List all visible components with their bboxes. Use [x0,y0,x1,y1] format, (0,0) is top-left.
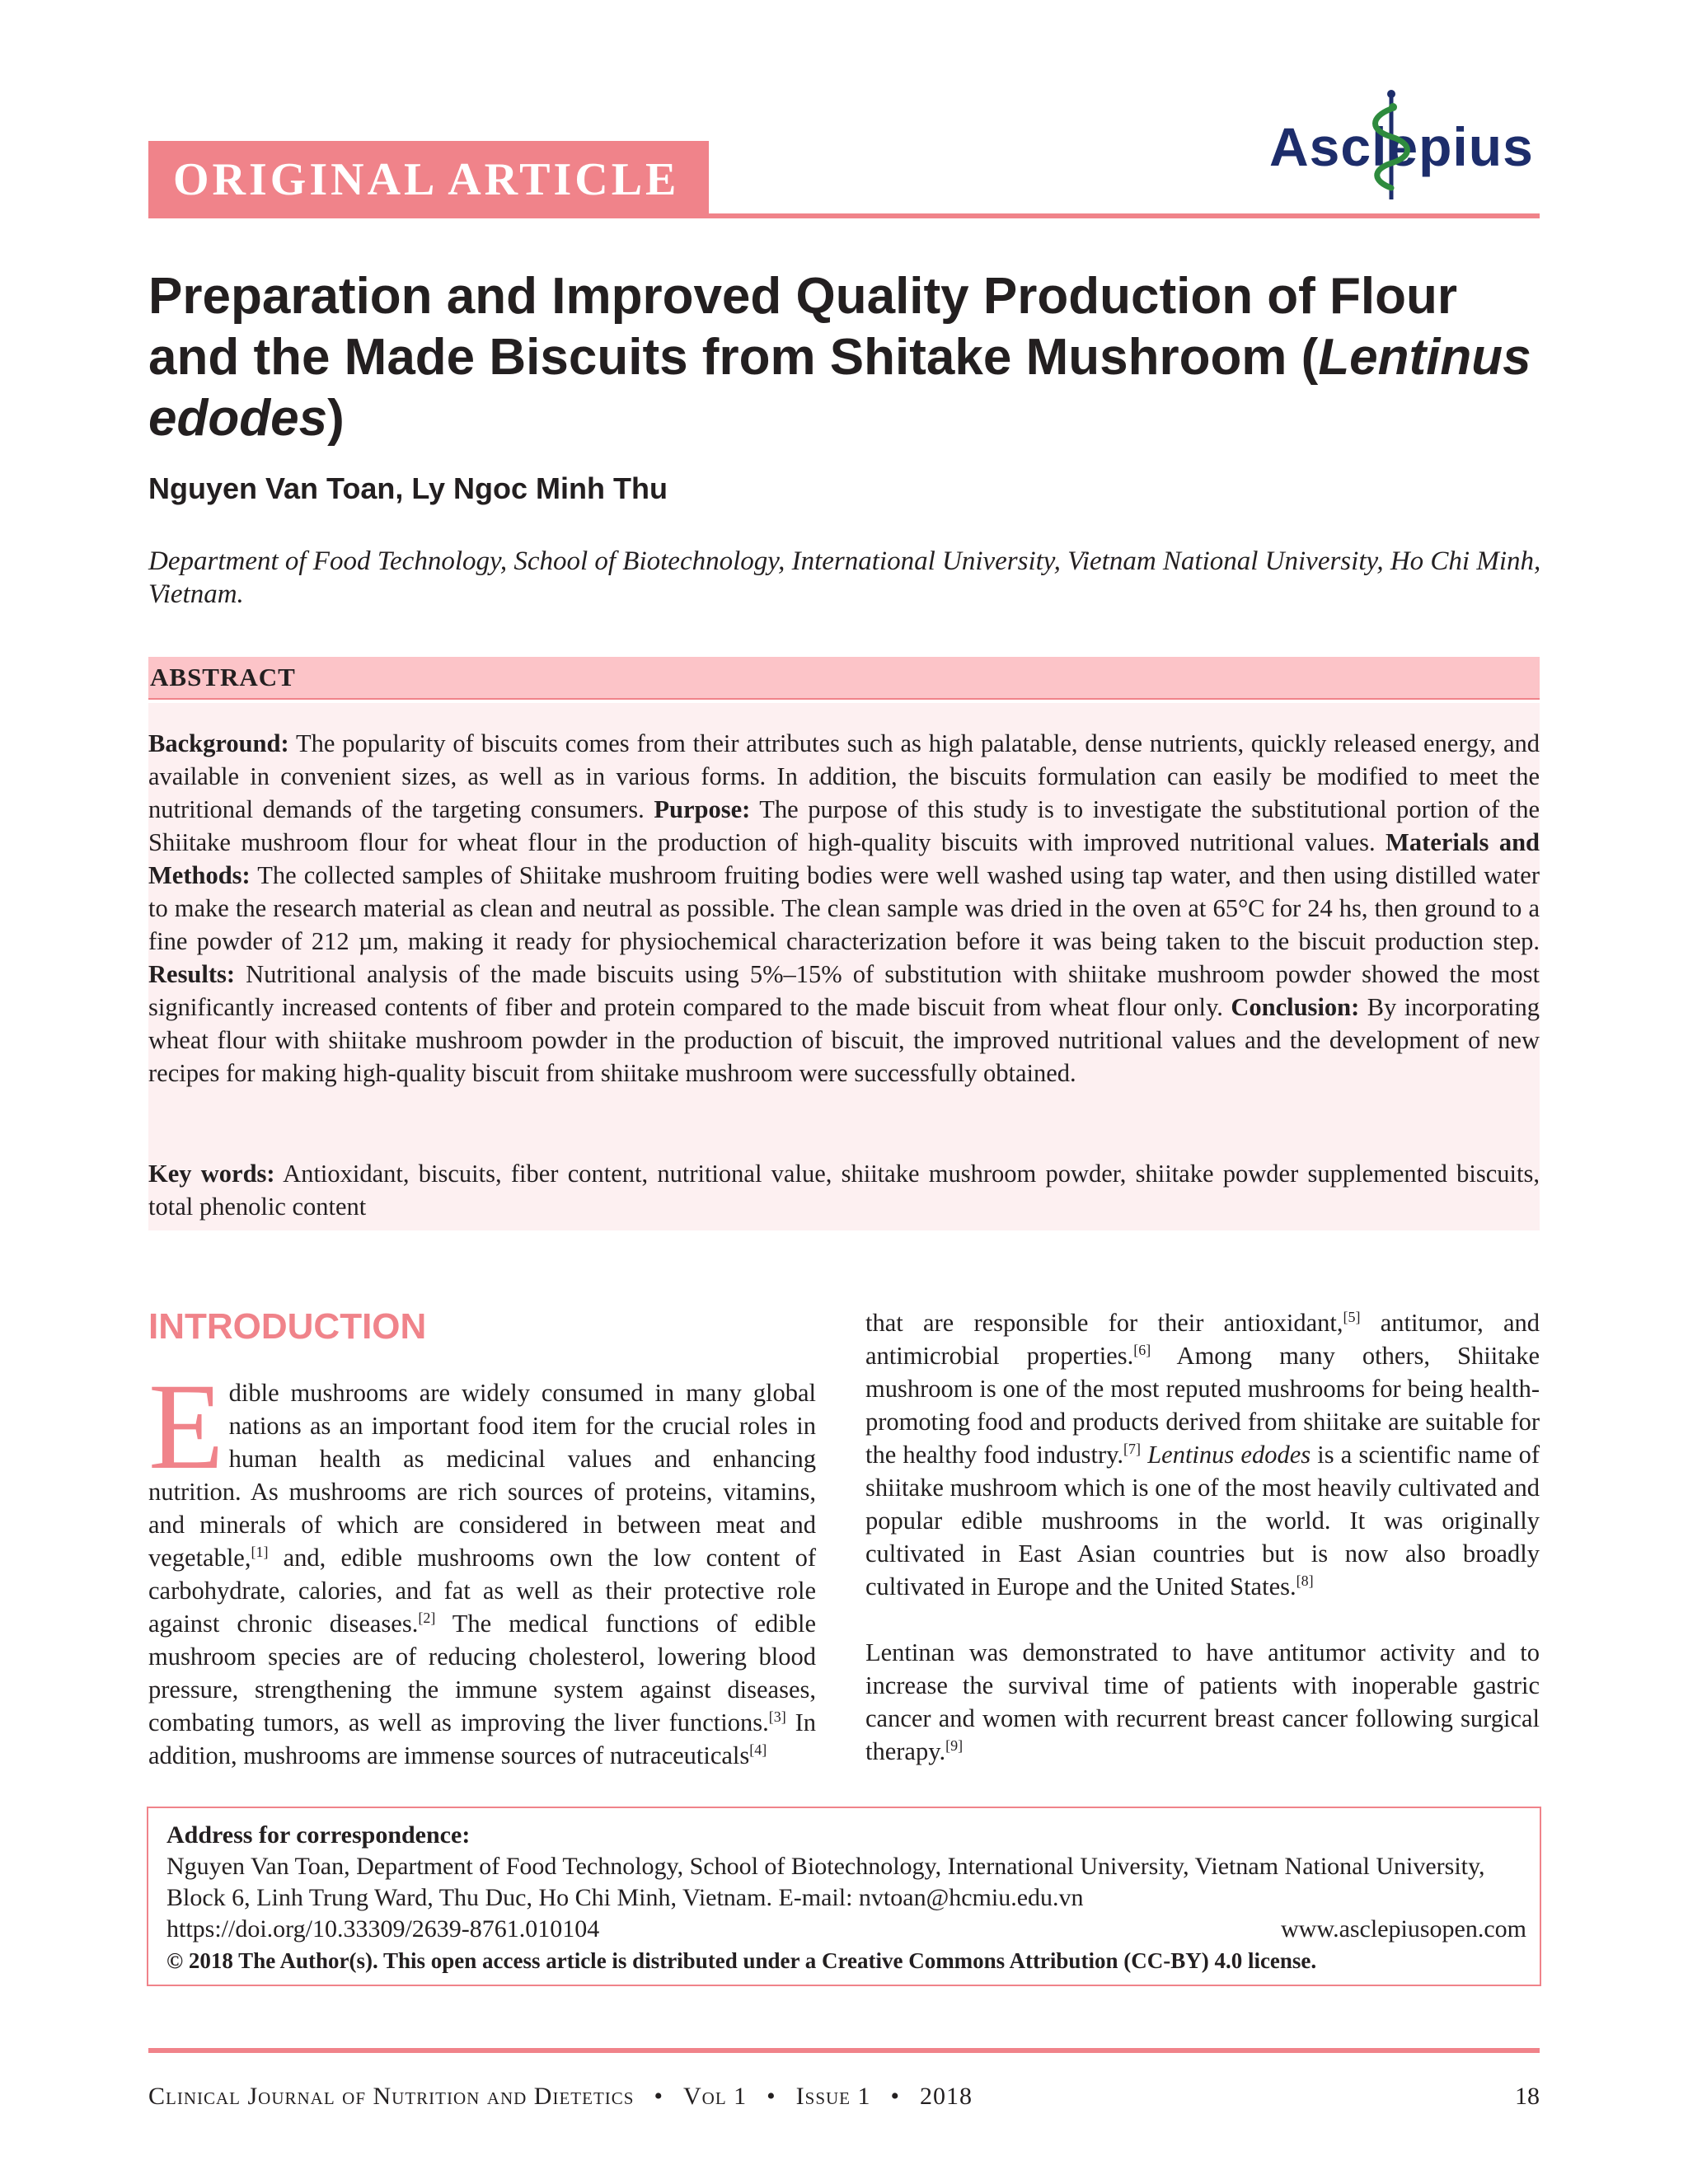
title-species: Lentinus edodes [148,329,1531,447]
intro-text: that are responsible for their antioxidant, [865,1309,1343,1337]
citation-3[interactable]: [3] [768,1708,786,1725]
footer-rule [148,2048,1540,2053]
conclusion-label: Conclusion: [1231,993,1360,1021]
intro-text: Lentinan was demonstrated to have antitumor activity and to increase the survival time of patients with inoperable gastric cancer and women with recurrent breast cancer following surgical therapy. [865,1638,1540,1765]
introduction-heading: INTRODUCTION [148,1306,427,1347]
results-label: Results: [148,960,236,988]
footer-separator: • [767,2083,776,2110]
abstract-heading [148,657,1540,698]
purpose-text: The purpose of this study is to investigate the substitutional portion of the Shiitake mushroom flour for wheat flour in the production of high-quality biscuits with improved nutritional values. [148,795,1540,856]
intro-text: In addition, mushrooms are immense sources of nutraceuticals [148,1708,816,1769]
citation-7[interactable]: [7] [1123,1440,1142,1457]
correspondence-box [147,1807,1541,1986]
methods-text: The collected samples of Shiitake mushroom fruiting bodies were well washed using tap water, and then using distilled water to make the research material as clean and neutral as possible. The clean sample was dried in the oven at 65°C for 24 hs, then ground to a fine powder of 212 µm, making it ready for physiochemical characterization before it was being taken to the biscuit production step. [148,861,1540,955]
background-label: Background: [148,729,289,757]
citation-6[interactable]: [6] [1133,1341,1151,1358]
intro-text: antitumor, and antimicrobial properties. [865,1309,1540,1370]
publisher-logo[interactable] [1269,89,1541,204]
doi-link[interactable]: https://doi.org/10.33309/2639-8761.010104 [166,1915,600,1943]
citation-4[interactable]: [4] [749,1741,767,1758]
keywords-text: Antioxidant, biscuits, fiber content, nutritional value, shiitake mushroom powder, shiitake powder supplemented biscuits, total phenolic content [148,1160,1540,1221]
title-close: ) [327,390,345,447]
publisher-logo-text: Asclepius [1269,116,1534,177]
affiliation: Department of Food Technology, School of Biotechnology, International University, Vietnam National University, Ho Chi Minh, Vietnam. [148,546,1541,609]
footer-separator: • [654,2083,663,2110]
methods-label: Materials and Methods: [148,828,1540,889]
citation-9[interactable]: [9] [945,1736,964,1754]
background-text: The popularity of biscuits comes from their attributes such as high palatable, dense nutrients, quickly released energy, and available in convenient sizes, as well as in various forms. In addition, the biscuits formulation can easily be modified to meet the nutritional demands of the targeting consumers. [148,729,1540,823]
citation-2[interactable]: [2] [418,1609,436,1626]
publisher-website-link[interactable]: www.asclepiusopen.com [1281,1915,1526,1943]
correspondence-title: Address for correspondence: [166,1821,471,1849]
keywords [148,1157,1540,1223]
intro-text: The medical functions of edible mushroom species are of reducing cholesterol, lowering blood pressure, strengthening the immune system against diseases, combating tumors, as well as improving the liver functions. [148,1610,816,1736]
journal-name: Clinical Journal of Nutrition and Dietetics [148,2083,635,2110]
intro-text: dible mushrooms are widely consumed in many global nations as an important food item for the crucial roles in human health as medicinal values and enhancing nutrition. As mushrooms are rich sources of proteins, vitamins, and minerals of which are considered in between meat and vegetable, [148,1379,816,1572]
article-type-label: ORIGINAL ARTICLE [173,154,680,205]
abstract-heading-rule [148,698,1540,700]
conclusion-text: By incorporating wheat flour with shiitake mushroom powder in the production of biscuit, the improved nutritional values and the development of new recipes for making high-quality biscuit from shiitake mushroom were successfully obtained. [148,993,1540,1087]
title-main: Preparation and Improved Quality Production of Flour and the Made Biscuits from Shitake Mushroom ( [148,268,1458,386]
intro-paragraph-2 [865,1306,1540,1603]
article-type-badge [148,141,709,218]
keywords-label: Key words: [148,1160,275,1188]
page-number: 18 [1515,2083,1540,2110]
intro-paragraph-3 [865,1636,1540,1768]
right-column [865,1306,1540,1768]
intro-paragraph-1 [148,1358,816,1772]
year: 2018 [920,2083,973,2110]
intro-text: Among many others, Shiitake mushroom is one of the most reputed mushrooms for being health-promoting food and products derived from shiitake are suitable for the healthy food industry. [865,1342,1540,1469]
citation-1[interactable]: [1] [251,1543,269,1560]
species-name: Lentinus edodes [1147,1441,1311,1469]
author-list: Nguyen Van Toan, Ly Ngoc Minh Thu [148,471,668,505]
volume: Vol 1 [682,2083,748,2110]
footer-separator: • [890,2083,901,2110]
intro-text: and, edible mushrooms own the low content of carbohydrate, calories, and fat as well as their protective role against chronic diseases. [148,1544,816,1638]
issue: Issue 1 [795,2083,871,2110]
abstract-heading-label: ABSTRACT [150,663,296,691]
running-footer [148,2083,973,2111]
caduceus-icon [1367,89,1416,204]
intro-text: is a scientific name of shiitake mushroom which is one of the most heavily cultivated and popular edible mushrooms in the world. It was originally cultivated in East Asian countries but is now also broadly cultivated in Europe and the United States. [865,1441,1540,1601]
drop-cap: E [148,1358,224,1495]
purpose-label: Purpose: [654,795,751,823]
citation-8[interactable]: [8] [1296,1572,1314,1589]
header-rule [709,213,1540,218]
abstract-text [148,727,1540,1090]
correspondence-address: Nguyen Van Toan, Department of Food Technology, School of Biotechnology, International University, Vietnam National University, Block 6, Linh Trung Ward, Thu Duc, Ho Chi Minh, Vietnam. E-mail: nvtoan@hcmiu.edu.vn [166,1853,1485,1911]
results-text: Nutritional analysis of the made biscuits using 5%–15% of substitution with shiitake mushroom powder showed the most significantly increased contents of fiber and protein compared to the made biscuit from wheat flour only. [148,960,1540,1021]
article-title [148,266,1550,449]
license-notice: © 2018 The Author(s). This open access article is distributed under a Creative Commons Attribution (CC-BY) 4.0 license. [166,1948,1317,1973]
citation-5[interactable]: [5] [1343,1308,1361,1325]
